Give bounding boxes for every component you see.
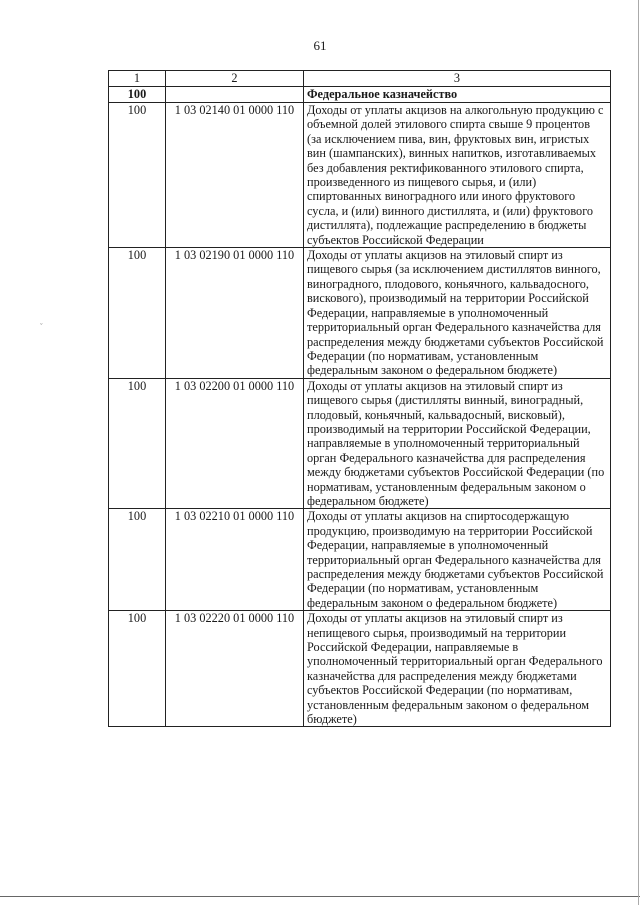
page-bottom-border bbox=[0, 896, 640, 897]
admin-code: 100 bbox=[109, 611, 166, 727]
admin-code: 100 bbox=[109, 248, 166, 379]
admin-code: 100 bbox=[109, 509, 166, 611]
table-row bbox=[109, 103, 611, 248]
revenue-description: Доходы от уплаты акцизов на спиртосодержащую продукцию, производимую на территории Российской Федерации, направляемые в уполномоченный территориальный орган Федерального казначейства для распределения между бюджетами субъектов Российской Федерации (по нормативам, установленным федеральным законом о федеральном бюджете) bbox=[304, 509, 611, 611]
table-row bbox=[109, 248, 611, 379]
revenue-description: Доходы от уплаты акцизов на алкогольную продукцию с объемной долей этилового спирта свыше 9 процентов (за исключением пива, вин, фруктовых вин, игристых вин (шампанских), винных напитков, изготавливаемых без добавления ректификованного этилового спирта, произведенного из пищевого сырья, и (или) спиртованных виноградного или иного фруктового сусла, и (или) винного дистиллята, и (или) фруктового дистиллята), подлежащие распределению в бюджеты субъектов Российской Федерации bbox=[304, 103, 611, 248]
table-row bbox=[109, 611, 611, 727]
column-number-row bbox=[109, 71, 611, 87]
section-header-row bbox=[109, 87, 611, 103]
column-number-1: 1 bbox=[109, 71, 166, 87]
table-row bbox=[109, 509, 611, 611]
section-title: Федеральное казначейство bbox=[304, 87, 611, 103]
budget-classification-code: 1 03 02140 01 0000 110 bbox=[166, 103, 304, 248]
page-number: 61 bbox=[313, 38, 327, 53]
column-number-2: 2 bbox=[166, 71, 304, 87]
section-code: 100 bbox=[109, 87, 166, 103]
page-right-border bbox=[638, 0, 639, 905]
budget-classification-code: 1 03 02210 01 0000 110 bbox=[166, 509, 304, 611]
revenue-description: Доходы от уплаты акцизов на этиловый спирт из непищевого сырья, производимый на территории Российской Федерации, направляемые в уполномоченный территориальный орган Федерального казначейства для распределения между бюджетами субъектов Российской Федерации (по нормативам, установленным федеральным законом о федеральном бюджете) bbox=[304, 611, 611, 727]
table-row bbox=[109, 378, 611, 509]
revenue-description: Доходы от уплаты акцизов на этиловый спирт из пищевого сырья (дистилляты винный, виноградный, плодовый, коньячный, кальвадосный, висковый), производимый на территории Российской Федерации, направляемые в уполномоченный территориальный орган Федерального казначейства для распределения между бюджетами субъектов Российской Федерации (по нормативам, установленным федеральным законом о федеральном бюджете) bbox=[304, 378, 611, 509]
revenue-codes-table bbox=[108, 70, 611, 727]
budget-classification-code: 1 03 02200 01 0000 110 bbox=[166, 378, 304, 509]
scan-speck: ˇ bbox=[40, 322, 43, 331]
budget-classification-code: 1 03 02220 01 0000 110 bbox=[166, 611, 304, 727]
admin-code: 100 bbox=[109, 103, 166, 248]
revenue-description: Доходы от уплаты акцизов на этиловый спирт из пищевого сырья (за исключением дистиллятов винного, виноградного, плодового, коньячного, кальвадосного, вискового), производимый на территории Российской Федерации, направляемые в уполномоченный территориальный орган Федерального казначейства для распределения между бюджетами субъектов Российской Федерации (по нормативам, установленным федеральным законом о федеральном бюджете) bbox=[304, 248, 611, 379]
section-empty-cell bbox=[166, 87, 304, 103]
column-number-3: 3 bbox=[304, 71, 611, 87]
budget-classification-code: 1 03 02190 01 0000 110 bbox=[166, 248, 304, 379]
admin-code: 100 bbox=[109, 378, 166, 509]
